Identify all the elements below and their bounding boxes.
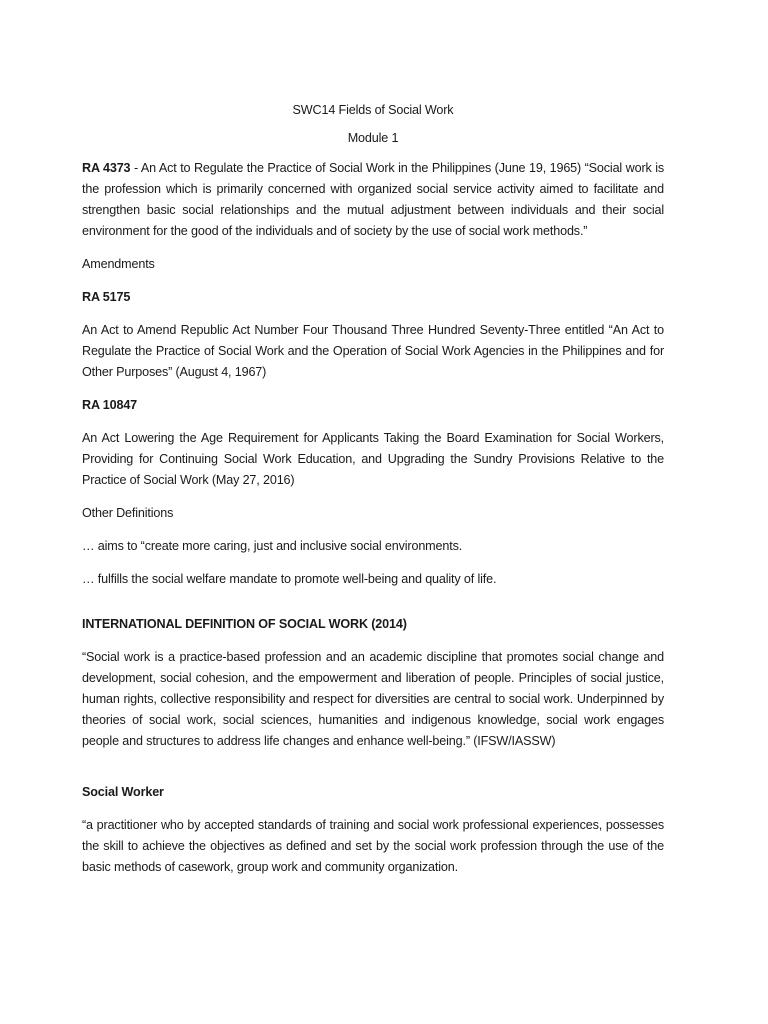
other-definitions-heading: Other Definitions xyxy=(82,506,174,520)
amendments-heading: Amendments xyxy=(82,257,155,271)
ra4373-paragraph xyxy=(82,158,664,242)
definition-item: … aims to “create more caring, just and inclusive social environments. xyxy=(82,539,463,553)
ra4373-text: - An Act to Regulate the Practice of Social Work in the Philippines (June 19, 1965) “Social work is the profession which is primarily concerned with organized social service activity aimed to facilitate and strengthen basic social relationships and the mutual adjustment between individuals and their social environment for the good of the individuals and of society by the use of social work methods.” xyxy=(82,161,665,238)
ra5175-heading: RA 5175 xyxy=(82,290,131,304)
definition-item: … fulfills the social welfare mandate to promote well-being and quality of life. xyxy=(82,572,497,586)
international-definition-heading: INTERNATIONAL DEFINITION OF SOCIAL WORK (2014) xyxy=(82,617,407,631)
ra4373-label: RA 4373 xyxy=(82,161,131,175)
social-worker-text: “a practitioner who by accepted standards of training and social work professional experiences, possesses the skill to achieve the objectives as defined and set by the social work profession through the use of the basic methods of casework, group work and community organization. xyxy=(82,818,664,874)
ra10847-heading: RA 10847 xyxy=(82,398,138,412)
international-definition-text: “Social work is a practice-based profession and an academic discipline that promotes social change and development, social cohesion, and the empowerment and liberation of people. Principles of social justice, human rights, collective responsibility and respect for diversities are central to social work. Underpinned by theories of social work, social sciences, humanities and indigenous knowledge, social work engages people and structures to address life changes and enhance well-being.” (IFSW/IASSW) xyxy=(82,650,664,748)
document-title: SWC14 Fields of Social Work xyxy=(292,103,454,117)
social-worker-heading: Social Worker xyxy=(82,785,164,799)
ra5175-text: An Act to Amend Republic Act Number Four Thousand Three Hundred Seventy-Three entitled “An Act to Regulate the Practice of Social Work and the Operation of Social Work Agencies in the Philippines and for Other Purposes” (August 4, 1967) xyxy=(82,323,664,379)
ra10847-text: An Act Lowering the Age Requirement for Applicants Taking the Board Examination for Social Workers, Providing for Continuing Social Work Education, and Upgrading the Sundry Provisions Relative to the Practice of Social Work (May 27, 2016) xyxy=(82,431,664,487)
module-label: Module 1 xyxy=(347,131,399,145)
